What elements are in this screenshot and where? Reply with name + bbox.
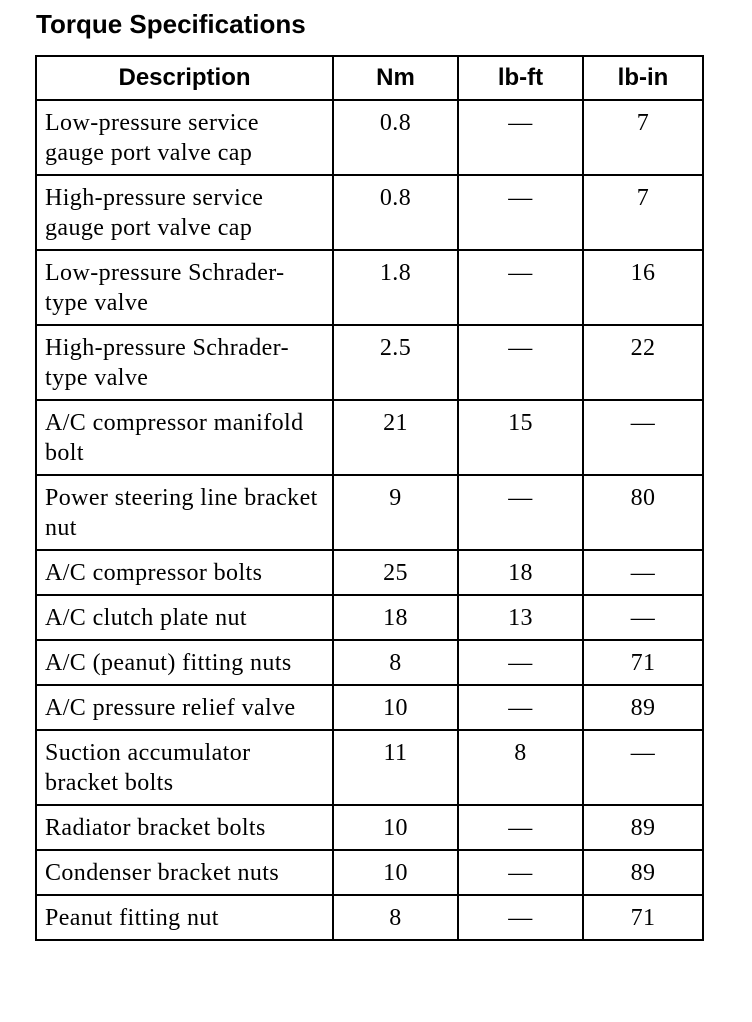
table-row — [36, 550, 703, 595]
cell-lb-in: 80 — [583, 475, 703, 550]
cell-nm: 8 — [333, 895, 458, 940]
cell-lb-in: 22 — [583, 325, 703, 400]
cell-description: High-pressure service gauge port valve cap — [36, 175, 333, 250]
cell-lb-ft: — — [458, 805, 583, 850]
cell-lb-in: 71 — [583, 895, 703, 940]
cell-nm: 8 — [333, 640, 458, 685]
table-row — [36, 685, 703, 730]
table-row — [36, 730, 703, 805]
cell-lb-ft: — — [458, 895, 583, 940]
table-row — [36, 895, 703, 940]
cell-description: A/C pressure relief valve — [36, 685, 333, 730]
cell-lb-in: 16 — [583, 250, 703, 325]
cell-nm: 0.8 — [333, 175, 458, 250]
cell-lb-in: 7 — [583, 100, 703, 175]
cell-nm: 21 — [333, 400, 458, 475]
cell-nm: 1.8 — [333, 250, 458, 325]
column-header-lb-in: lb-in — [583, 56, 703, 100]
cell-lb-in: — — [583, 595, 703, 640]
cell-lb-in: — — [583, 730, 703, 805]
cell-nm: 10 — [333, 850, 458, 895]
cell-description: Peanut fitting nut — [36, 895, 333, 940]
table-row — [36, 475, 703, 550]
cell-lb-ft: — — [458, 325, 583, 400]
cell-lb-ft: 8 — [458, 730, 583, 805]
cell-nm: 11 — [333, 730, 458, 805]
cell-lb-in: 89 — [583, 805, 703, 850]
cell-nm: 18 — [333, 595, 458, 640]
table-row — [36, 250, 703, 325]
cell-lb-in: — — [583, 550, 703, 595]
table-row — [36, 850, 703, 895]
cell-nm: 25 — [333, 550, 458, 595]
cell-description: A/C compressor bolts — [36, 550, 333, 595]
cell-nm: 9 — [333, 475, 458, 550]
cell-lb-ft: — — [458, 685, 583, 730]
cell-lb-in: 7 — [583, 175, 703, 250]
table-row — [36, 100, 703, 175]
cell-nm: 2.5 — [333, 325, 458, 400]
cell-description: Condenser bracket nuts — [36, 850, 333, 895]
cell-lb-in: 71 — [583, 640, 703, 685]
table-row — [36, 805, 703, 850]
cell-lb-ft: — — [458, 850, 583, 895]
column-header-nm: Nm — [333, 56, 458, 100]
cell-lb-in: 89 — [583, 685, 703, 730]
table-row — [36, 595, 703, 640]
table-row — [36, 400, 703, 475]
cell-lb-ft: — — [458, 100, 583, 175]
cell-lb-ft: — — [458, 250, 583, 325]
cell-nm: 10 — [333, 805, 458, 850]
column-header-lb-ft: lb-ft — [458, 56, 583, 100]
cell-nm: 0.8 — [333, 100, 458, 175]
cell-lb-ft: — — [458, 175, 583, 250]
cell-description: Radiator bracket bolts — [36, 805, 333, 850]
column-header-description: Description — [36, 56, 333, 100]
cell-description: High-pressure Schrader-type valve — [36, 325, 333, 400]
cell-description: Low-pressure service gauge port valve cap — [36, 100, 333, 175]
cell-description: A/C compressor manifold bolt — [36, 400, 333, 475]
cell-description: Suction accumulator bracket bolts — [36, 730, 333, 805]
cell-lb-in: — — [583, 400, 703, 475]
cell-lb-ft: 13 — [458, 595, 583, 640]
table-row — [36, 325, 703, 400]
page-title: Torque Specifications — [36, 9, 306, 39]
table-row — [36, 640, 703, 685]
cell-description: A/C clutch plate nut — [36, 595, 333, 640]
torque-spec-table — [35, 55, 704, 941]
cell-lb-in: 89 — [583, 850, 703, 895]
cell-description: A/C (peanut) fitting nuts — [36, 640, 333, 685]
cell-description: Low-pressure Schrader-type valve — [36, 250, 333, 325]
table-row — [36, 175, 703, 250]
cell-lb-ft: 18 — [458, 550, 583, 595]
cell-description: Power steering line bracket nut — [36, 475, 333, 550]
cell-lb-ft: — — [458, 475, 583, 550]
cell-lb-ft: — — [458, 640, 583, 685]
table-header-row — [36, 56, 703, 100]
cell-nm: 10 — [333, 685, 458, 730]
cell-lb-ft: 15 — [458, 400, 583, 475]
